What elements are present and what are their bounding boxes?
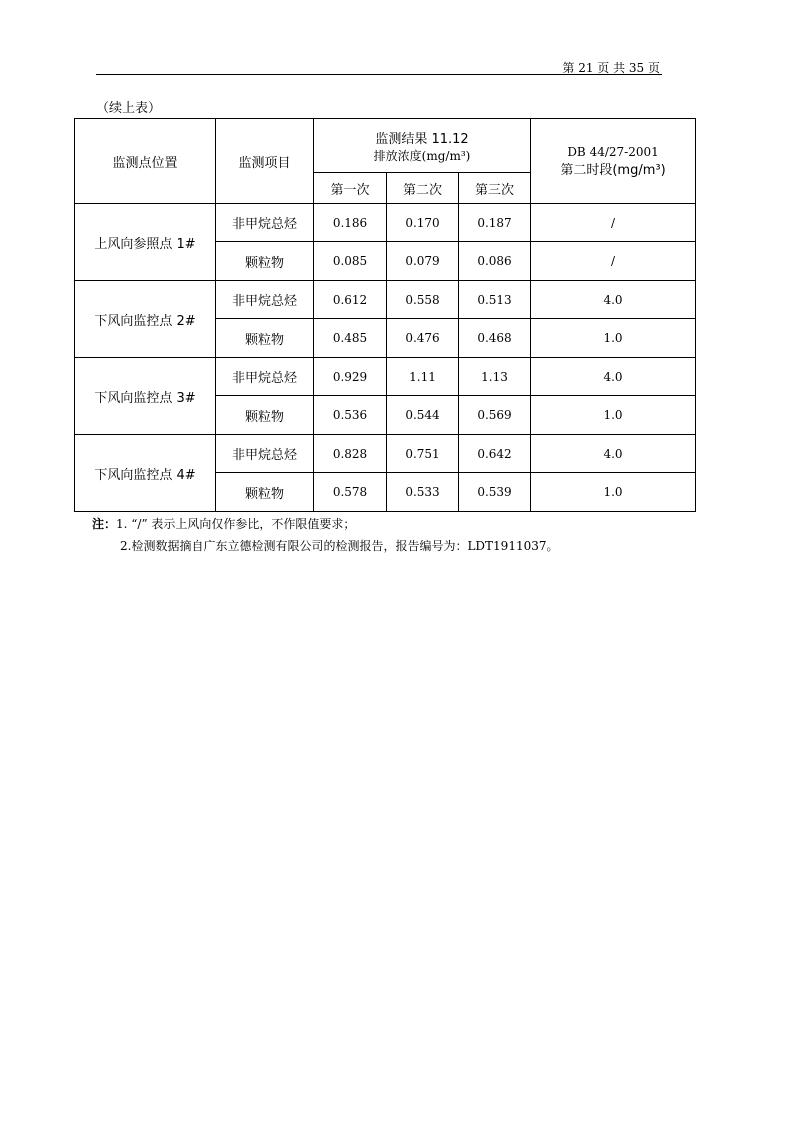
table-body bbox=[75, 204, 696, 512]
header-item: 监测项目 bbox=[216, 119, 314, 204]
location-cell: 下风向监控点 4# bbox=[75, 435, 216, 512]
value-cell: 0.536 bbox=[314, 396, 387, 435]
item-cell: 颗粒物 bbox=[216, 242, 314, 281]
value-cell: 0.578 bbox=[314, 473, 387, 512]
value-cell: 0.476 bbox=[387, 319, 459, 358]
value-cell: 0.187 bbox=[459, 204, 531, 242]
note-label: 注： bbox=[92, 517, 117, 531]
value-cell: 1.13 bbox=[459, 358, 531, 396]
value-cell: 0.642 bbox=[459, 435, 531, 473]
table-row bbox=[75, 281, 696, 319]
table-notes bbox=[92, 513, 559, 557]
value-cell: 0.170 bbox=[387, 204, 459, 242]
item-cell: 非甲烷总烃 bbox=[216, 435, 314, 473]
header-location: 监测点位置 bbox=[75, 119, 216, 204]
location-cell: 下风向监控点 2# bbox=[75, 281, 216, 358]
value-cell: 1.11 bbox=[387, 358, 459, 396]
value-cell: 0.612 bbox=[314, 281, 387, 319]
monitoring-table bbox=[74, 118, 696, 512]
standard-cell: / bbox=[531, 204, 696, 242]
location-cell: 下风向监控点 3# bbox=[75, 358, 216, 435]
item-cell: 非甲烷总烃 bbox=[216, 204, 314, 242]
header-standard bbox=[531, 119, 696, 204]
value-cell: 0.544 bbox=[387, 396, 459, 435]
item-cell: 非甲烷总烃 bbox=[216, 281, 314, 319]
value-cell: 0.485 bbox=[314, 319, 387, 358]
value-cell: 0.539 bbox=[459, 473, 531, 512]
item-cell: 颗粒物 bbox=[216, 396, 314, 435]
standard-cell: / bbox=[531, 242, 696, 281]
value-cell: 0.828 bbox=[314, 435, 387, 473]
location-cell: 上风向参照点 1# bbox=[75, 204, 216, 281]
value-cell: 0.079 bbox=[387, 242, 459, 281]
table-row bbox=[75, 358, 696, 396]
value-cell: 0.533 bbox=[387, 473, 459, 512]
item-cell: 非甲烷总烃 bbox=[216, 358, 314, 396]
standard-cell: 1.0 bbox=[531, 319, 696, 358]
item-cell: 颗粒物 bbox=[216, 319, 314, 358]
note-line-1 bbox=[92, 513, 559, 535]
header-result bbox=[314, 119, 531, 173]
header-result-line1: 监测结果 11.12 bbox=[375, 131, 469, 147]
subheader-third: 第三次 bbox=[459, 173, 531, 204]
value-cell: 0.468 bbox=[459, 319, 531, 358]
page-header bbox=[96, 60, 662, 75]
continued-label: （续上表） bbox=[96, 101, 162, 116]
value-cell: 0.086 bbox=[459, 242, 531, 281]
subheader-first: 第一次 bbox=[314, 173, 387, 204]
table-header bbox=[75, 119, 696, 204]
item-cell: 颗粒物 bbox=[216, 473, 314, 512]
note-text-1: 1. “/” 表示上风向仅作参比，不作限值要求； bbox=[116, 517, 356, 531]
value-cell: 0.085 bbox=[314, 242, 387, 281]
standard-cell: 4.0 bbox=[531, 358, 696, 396]
value-cell: 0.513 bbox=[459, 281, 531, 319]
value-cell: 0.751 bbox=[387, 435, 459, 473]
standard-cell: 4.0 bbox=[531, 281, 696, 319]
table-row bbox=[75, 435, 696, 473]
note-line-2: 2.检测数据摘自广东立德检测有限公司的检测报告，报告编号为：LDT1911037。 bbox=[120, 539, 559, 553]
subheader-second: 第二次 bbox=[387, 173, 459, 204]
table-row bbox=[75, 204, 696, 242]
page-number: 第 21 页 共 35 页 bbox=[562, 61, 660, 75]
standard-cell: 4.0 bbox=[531, 435, 696, 473]
standard-cell: 1.0 bbox=[531, 473, 696, 512]
value-cell: 0.929 bbox=[314, 358, 387, 396]
value-cell: 0.569 bbox=[459, 396, 531, 435]
header-result-line2: 排放浓度(mg/m³) bbox=[373, 148, 471, 163]
standard-cell: 1.0 bbox=[531, 396, 696, 435]
value-cell: 0.558 bbox=[387, 281, 459, 319]
header-standard-line2: 第二时段(mg/m³) bbox=[560, 162, 666, 178]
value-cell: 0.186 bbox=[314, 204, 387, 242]
header-standard-line1: DB 44/27-2001 bbox=[567, 144, 659, 159]
